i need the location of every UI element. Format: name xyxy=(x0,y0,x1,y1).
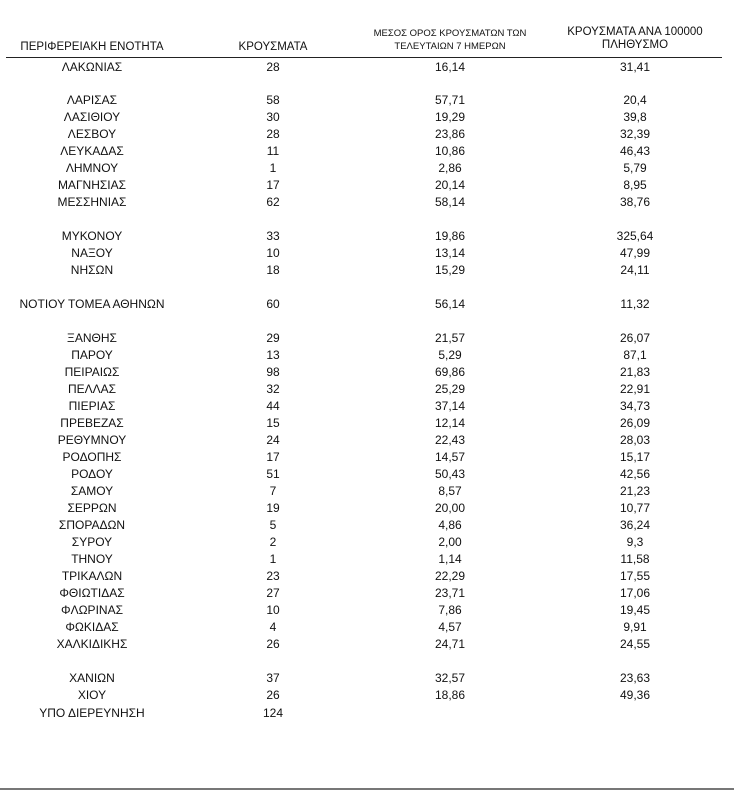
table-row xyxy=(0,500,734,516)
cell-cases: 33 xyxy=(266,229,280,243)
cell-region: ΣΕΡΡΩΝ xyxy=(67,501,117,515)
cell-per-100k: 23,63 xyxy=(619,671,651,685)
cell-seven-day-average: 50,43 xyxy=(434,467,466,481)
table-row xyxy=(0,245,734,261)
cell-region: ΠΕΙΡΑΙΩΣ xyxy=(64,365,120,379)
cell-seven-day-average: 25,29 xyxy=(434,382,466,396)
cell-region: ΛΑΣΙΘΙΟΥ xyxy=(63,110,121,124)
cell-per-100k: 49,36 xyxy=(619,688,651,702)
cell-per-100k: 9,3 xyxy=(626,535,644,549)
cell-region: ΡΕΘΥΜΝΟΥ xyxy=(57,433,127,447)
cell-region: ΤΗΝΟΥ xyxy=(71,552,113,566)
table-row xyxy=(0,177,734,193)
table-row xyxy=(0,143,734,159)
cell-seven-day-average: 16,14 xyxy=(434,60,466,74)
table-row xyxy=(0,687,734,703)
cell-seven-day-average: 57,71 xyxy=(434,93,466,107)
cell-per-100k: 38,76 xyxy=(619,195,651,209)
cell-seven-day-average: 2,86 xyxy=(438,161,462,175)
cell-per-100k: 42,56 xyxy=(619,467,651,481)
cell-per-100k: 32,39 xyxy=(619,127,651,141)
cell-seven-day-average: 20,14 xyxy=(434,178,466,192)
cell-cases: 24 xyxy=(266,433,280,447)
table-row xyxy=(0,432,734,448)
cell-seven-day-average: 15,29 xyxy=(434,263,466,277)
header-per-100k xyxy=(552,26,718,52)
cell-cases: 26 xyxy=(266,688,280,702)
header-avg-line2: ΤΕΛΕΥΤΑΙΩΝ 7 ΗΜΕΡΩΝ xyxy=(394,41,506,52)
cell-seven-day-average: 32,57 xyxy=(434,671,466,685)
header-per-line2: ΠΛΗΘΥΣΜΟ xyxy=(601,39,669,51)
cell-cases: 37 xyxy=(266,671,280,685)
cell-cases: 17 xyxy=(266,450,280,464)
cell-seven-day-average: 19,86 xyxy=(434,229,466,243)
cell-cases: 32 xyxy=(266,382,280,396)
cell-region: ΛΕΥΚΑΔΑΣ xyxy=(60,144,124,158)
cell-region: ΦΘΙΩΤΙΔΑΣ xyxy=(59,586,125,600)
cell-region: ΛΑΡΙΣΑΣ xyxy=(66,93,118,107)
cell-cases: 10 xyxy=(266,246,280,260)
cell-per-100k: 31,41 xyxy=(619,60,651,74)
cell-seven-day-average: 2,00 xyxy=(438,535,462,549)
table-row xyxy=(0,551,734,567)
cell-seven-day-average: 37,14 xyxy=(434,399,466,413)
table-row xyxy=(0,534,734,550)
table-row xyxy=(0,602,734,618)
cell-seven-day-average: 22,43 xyxy=(434,433,466,447)
table-row xyxy=(0,415,734,431)
cell-region: ΜΑΓΝΗΣΙΑΣ xyxy=(57,178,127,192)
cell-region: ΤΡΙΚΑΛΩΝ xyxy=(61,569,123,583)
cell-seven-day-average: 12,14 xyxy=(434,416,466,430)
table-row xyxy=(0,109,734,125)
cell-seven-day-average: 8,57 xyxy=(438,484,462,498)
cell-region: ΛΕΣΒΟΥ xyxy=(67,127,117,141)
table-row xyxy=(0,449,734,465)
header-divider xyxy=(6,57,722,58)
cell-seven-day-average: 69,86 xyxy=(434,365,466,379)
cell-seven-day-average: 56,14 xyxy=(434,297,466,311)
cell-cases: 19 xyxy=(266,501,280,515)
cell-per-100k: 17,06 xyxy=(619,586,651,600)
cell-region: ΠΙΕΡΙΑΣ xyxy=(68,399,116,413)
cell-per-100k: 5,79 xyxy=(623,161,647,175)
cell-per-100k: 20,4 xyxy=(623,93,647,107)
cell-region: ΣΠΟΡΑΔΩΝ xyxy=(58,518,126,532)
cell-cases: 62 xyxy=(266,195,280,209)
cell-region: ΝΑΞΟΥ xyxy=(71,246,113,260)
cell-per-100k: 11,58 xyxy=(620,552,650,566)
cell-seven-day-average: 21,57 xyxy=(434,331,466,345)
cell-seven-day-average: 19,29 xyxy=(434,110,466,124)
cell-seven-day-average: 5,29 xyxy=(438,348,462,362)
cell-cases: 29 xyxy=(266,331,280,345)
cell-region: ΡΟΔΟΠΗΣ xyxy=(62,450,122,464)
cell-region: ΛΑΚΩΝΙΑΣ xyxy=(61,60,123,74)
cell-region: ΝΟΤΙΟΥ ΤΟΜΕΑ ΑΘΗΝΩΝ xyxy=(19,297,165,311)
table-row xyxy=(0,194,734,210)
cell-region: ΣΥΡΟΥ xyxy=(71,535,113,549)
cell-per-100k: 24,55 xyxy=(619,637,651,651)
cell-cases: 1 xyxy=(269,552,277,566)
cell-cases: 124 xyxy=(262,706,284,720)
cell-seven-day-average: 14,57 xyxy=(434,450,466,464)
table-row xyxy=(0,160,734,176)
cell-region: ΧΑΝΙΩΝ xyxy=(69,671,115,685)
cell-seven-day-average: 7,86 xyxy=(438,603,462,617)
header-cases: ΚΡΟΥΣΜΑΤΑ xyxy=(238,41,308,53)
cell-seven-day-average: 58,14 xyxy=(434,195,466,209)
cell-per-100k: 26,09 xyxy=(619,416,651,430)
cell-per-100k: 87,1 xyxy=(623,348,647,362)
cell-seven-day-average: 20,00 xyxy=(434,501,466,515)
header-per-line1: ΚΡΟΥΣΜΑΤΑ ΑΝΑ 100000 xyxy=(567,26,703,38)
cell-region: ΠΡΕΒΕΖΑΣ xyxy=(60,416,124,430)
cell-per-100k: 11,32 xyxy=(620,297,650,311)
cell-region: ΧΑΛΚΙΔΙΚΗΣ xyxy=(56,637,128,651)
cell-seven-day-average: 22,29 xyxy=(434,569,466,583)
cell-region: ΛΗΜΝΟΥ xyxy=(65,161,119,175)
table-row xyxy=(0,126,734,142)
cell-cases: 13 xyxy=(266,348,280,362)
cell-cases: 4 xyxy=(269,620,277,634)
cell-region: ΞΑΝΘΗΣ xyxy=(67,331,117,345)
cell-cases: 30 xyxy=(266,110,280,124)
cell-per-100k: 24,11 xyxy=(620,263,650,277)
cell-seven-day-average: 24,71 xyxy=(434,637,466,651)
cell-region: ΡΟΔΟΥ xyxy=(71,467,113,481)
cell-cases: 51 xyxy=(266,467,280,481)
table-row xyxy=(0,619,734,635)
cell-seven-day-average: 10,86 xyxy=(434,144,466,158)
table-row xyxy=(0,92,734,108)
cell-seven-day-average: 4,57 xyxy=(438,620,462,634)
cell-per-100k: 26,07 xyxy=(619,331,651,345)
header-seven-day-average xyxy=(352,27,548,53)
cell-region: ΜΥΚΟΝΟΥ xyxy=(61,229,123,243)
cell-per-100k: 325,64 xyxy=(616,229,654,243)
cell-per-100k: 21,83 xyxy=(619,365,651,379)
table-row xyxy=(0,517,734,533)
table-row xyxy=(0,296,734,312)
cell-per-100k: 28,03 xyxy=(619,433,651,447)
table-row xyxy=(0,585,734,601)
cell-cases: 27 xyxy=(266,586,280,600)
cell-cases: 18 xyxy=(266,263,280,277)
cell-cases: 7 xyxy=(269,484,277,498)
table-row xyxy=(0,347,734,363)
cell-cases: 1 xyxy=(269,161,277,175)
cell-per-100k: 17,55 xyxy=(619,569,651,583)
cell-per-100k: 47,99 xyxy=(619,246,651,260)
table-row xyxy=(0,364,734,380)
cell-region: ΜΕΣΣΗΝΙΑΣ xyxy=(57,195,127,209)
cell-region: ΠΕΛΛΑΣ xyxy=(67,382,117,396)
table-row xyxy=(0,568,734,584)
cell-region: ΠΑΡΟΥ xyxy=(71,348,113,362)
cell-cases: 60 xyxy=(266,297,280,311)
cell-cases: 26 xyxy=(266,637,280,651)
cell-per-100k: 8,95 xyxy=(623,178,647,192)
table-row xyxy=(0,59,734,75)
cell-cases: 58 xyxy=(266,93,280,107)
cell-region: ΦΛΩΡΙΝΑΣ xyxy=(61,603,123,617)
table-row xyxy=(0,636,734,652)
cell-per-100k: 36,24 xyxy=(619,518,651,532)
table-row xyxy=(0,466,734,482)
cell-region: ΧΙΟΥ xyxy=(77,688,107,702)
cell-per-100k: 22,91 xyxy=(619,382,651,396)
cell-cases: 11 xyxy=(266,144,280,158)
cell-seven-day-average: 18,86 xyxy=(434,688,466,702)
cell-per-100k: 10,77 xyxy=(619,501,651,515)
header-region: ΠΕΡΙΦΕΡΕΙΑΚΗ ΕΝΟΤΗΤΑ xyxy=(20,41,164,53)
cell-seven-day-average: 13,14 xyxy=(434,246,466,260)
cell-cases: 10 xyxy=(266,603,280,617)
cell-cases: 28 xyxy=(266,60,280,74)
cell-cases: 2 xyxy=(269,535,277,549)
cell-per-100k: 39,8 xyxy=(623,110,647,124)
cell-seven-day-average: 23,71 xyxy=(434,586,466,600)
cell-region: ΣΑΜΟΥ xyxy=(70,484,114,498)
cell-cases: 23 xyxy=(266,569,280,583)
cell-per-100k: 34,73 xyxy=(619,399,651,413)
table-row xyxy=(0,381,734,397)
cell-region: ΝΗΣΩΝ xyxy=(70,263,114,277)
cell-cases: 98 xyxy=(266,365,280,379)
table-row xyxy=(0,705,734,721)
cell-region: ΦΩΚΙΔΑΣ xyxy=(65,620,119,634)
cell-seven-day-average: 4,86 xyxy=(438,518,462,532)
header-avg-line1: ΜΕΣΟΣ ΟΡΟΣ ΚΡΟΥΣΜΑΤΩΝ ΤΩΝ xyxy=(373,28,527,39)
table-row xyxy=(0,483,734,499)
cell-region: ΥΠΟ ΔΙΕΡΕΥΝΗΣΗ xyxy=(39,706,145,720)
cell-per-100k: 15,17 xyxy=(619,450,651,464)
page-bottom-divider xyxy=(0,788,734,790)
cell-cases: 15 xyxy=(266,416,280,430)
table-row xyxy=(0,670,734,686)
cell-per-100k: 21,23 xyxy=(619,484,651,498)
cell-per-100k: 9,91 xyxy=(623,620,647,634)
table-row xyxy=(0,262,734,278)
cell-per-100k: 46,43 xyxy=(619,144,651,158)
cell-per-100k: 19,45 xyxy=(619,603,651,617)
table-row xyxy=(0,330,734,346)
cell-seven-day-average: 23,86 xyxy=(434,127,466,141)
cell-cases: 44 xyxy=(266,399,280,413)
cell-seven-day-average: 1,14 xyxy=(438,552,462,566)
table-row xyxy=(0,398,734,414)
table-row xyxy=(0,228,734,244)
cell-cases: 5 xyxy=(269,518,277,532)
cell-cases: 28 xyxy=(266,127,280,141)
cell-cases: 17 xyxy=(266,178,280,192)
